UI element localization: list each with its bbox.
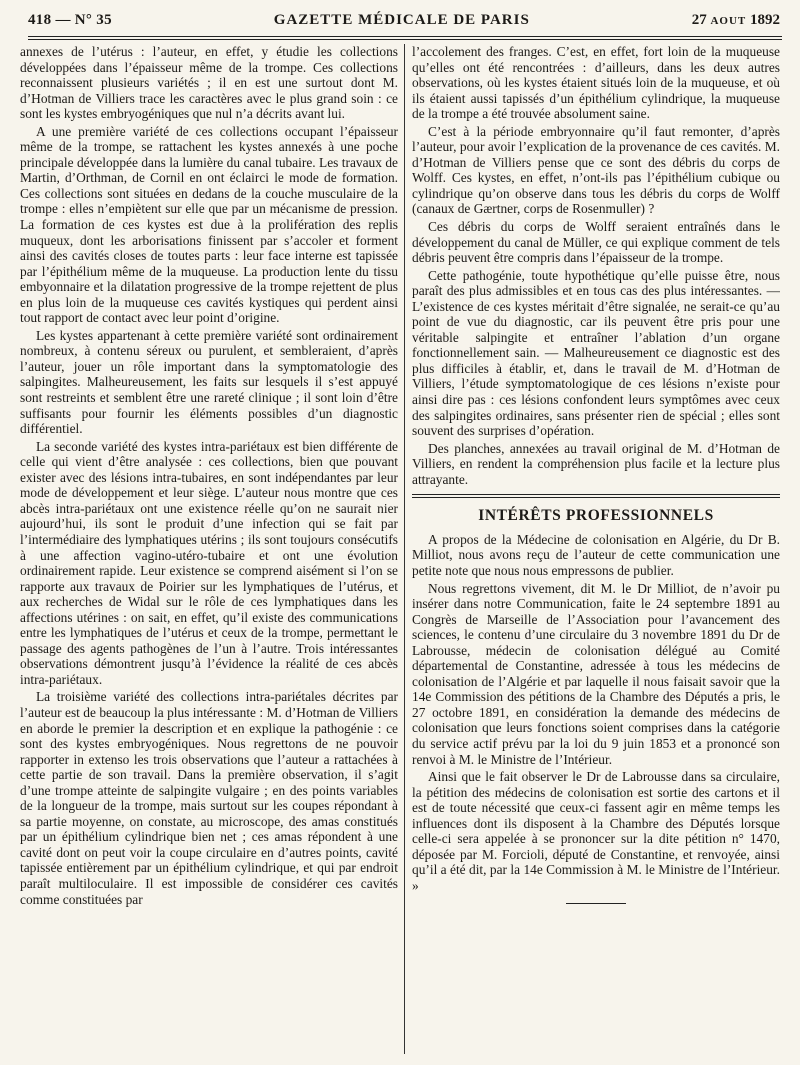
- paragraph: Nous regrettons vivement, dit M. le Dr Milliot, de n’avoir pu insérer dans notre Communication, faite le 24 septembre 1891 au Congrès de Marseille de l’Association pour l’avancement des sciences, le contenu d’une circulaire du 3 novembre 1891 du Dr de Labrousse, médecin de colonisation délégué au Comité départemental de Constantine, adressée à tous les médecins de colonisation de l’Algérie et par laquelle il nous faisait savoir que la 14e Commission des pétitions de la Chambre des Députés a pris, le 27 octobre 1891, en considération la demande des médecins de colonisation que leurs fonctions soient comprises dans la catégorie du service actif prévu par la loi du 9 juin 1853 et a prononcé son renvoi à M. le Ministre de l’Intérieur.: [412, 580, 780, 767]
- page-number: 418 — N° 35: [28, 12, 112, 28]
- paragraph: La troisième variété des collections intra-pariétales décrites par l’auteur est de beaucoup la plus intéressante : M. d’Hotman de Villiers en aborde le premier la description et en explique la pathogénie : ce sont des kystes embryogéniques. Nous regrettons de ne pouvoir rapporter in extenso les trois observations que l’auteur a rattachées à cette partie de son travail. Dans la première observation, il s’agit d’une trompe atteinte de salpingite vulgaire ; en des points variables de la longueur de la trompe, mais surtout sur les coupes répondant à sa partie moyenne, on constate, au microscope, des amas constitués par un épithélium cylindrique bien net ; ces amas répondent à une cavité dont on peut voir la coupe circulaire en d’autres points, cavité tapissée entièrement par un épithélium cylindrique, et qui par endroit paraît multiloculaire. Il est impossible de considérer ces cavités comme constituées par: [20, 689, 398, 907]
- journal-title: GAZETTE MÉDICALE DE PARIS: [273, 12, 530, 28]
- paragraph: A propos de la Médecine de colonisation en Algérie, du Dr B. Milliot, nous avons reçu de l’auteur de cette communication une petite note que nous nous empressons de publier.: [412, 531, 780, 578]
- right-column-article-continuation: [412, 44, 780, 487]
- issue-date: [692, 12, 780, 29]
- end-rule: [566, 903, 626, 904]
- paragraph: La seconde variété des kystes intra-pariétaux est bien différente de celle qui vient d’être analysée : ces collections, bien que pouvant exister avec des lésions intra-tubaires, en sont indépendantes par leur mode de développement et leur siège. L’auteur nous montre que ces abcès intra-pariétaux ont une existence réelle qu’on ne saurait nier aujourd’hui, ils sont le produit d’une infection qui se fait par l’intermédiaire des lymphatiques utérins ; ils sont toujours consécutifs à une affection vagino-utéro-tubaire et ont une évolution ordinairement rapide. Leur existence se comprend aisément si l’on se rapporte aux travaux de Poirier sur les lymphatiques de l’utérus, et aux recherches de Widal sur le rôle de ces lymphatiques dans les affections utérines : on sait, en effet, qu’il existe des communications entre les lymphatiques de l’utérus et ceux de la trompe, permettant le passage des agents pathogènes de l’un à l’autre. Trois intéressantes observations démontrent jusqu’à l’évidence la réalité de ces abcès intra-pariétaux.: [20, 438, 398, 687]
- paragraph: Des planches, annexées au travail original de M. d’Hotman de Villiers, en rendent la compréhension plus facile et la lecture plus attrayante.: [412, 440, 780, 487]
- paragraph: Ainsi que le fait observer le Dr de Labrousse dans sa circulaire, la pétition des médecins de colonisation est sortie des cartons et il est de toute nécessité que ceux-ci fassent agir en même temps les influences dont ils disposent à la Chambre des Députés lorsque celle-ci sera appelée à se prononcer sur la dite pétition n° 1470, déposée par M. Forcioli, député de Constantine, et renvoyée, ainsi qu’il a été dit, par la 14e Commission à M. le Ministre de l’Intérieur. »: [412, 769, 780, 893]
- section-separator: [412, 494, 780, 498]
- column-divider: [404, 44, 405, 1054]
- issue-date-year: 1892: [750, 12, 780, 28]
- header-rule: [28, 36, 782, 37]
- issue-date-month: AOUT: [710, 15, 747, 27]
- section-title: INTÉRÊTS PROFESSIONNELS: [478, 507, 714, 525]
- paragraph: C’est à la période embryonnaire qu’il faut remonter, d’après l’auteur, pour avoir l’explication de la provenance de ces cavités. M. d’Hotman de Villiers pense que ce sont des débris du corps de Wolff. Ces kystes, en effet, n’ont-ils pas l’épithélium cubique ou cylindrique qu’on observe dans tous les débris du corps de Wolff (canaux de Gærtner, corps de Rosenmuller) ?: [412, 123, 780, 217]
- right-column: [412, 44, 780, 1044]
- paragraph: Ces débris du corps de Wolff seraient entraînés dans le développement du canal de Müller, ce qui explique comment de tels débris peuvent être compris dans l’épaisseur de la trompe.: [412, 219, 780, 266]
- paragraph: A une première variété de ces collections occupant l’épaisseur même de la trompe, se rattachent les kystes annexés à une poche principale développée dans la lumière du canal tubaire. Les travaux de Martin, d’Orthman, de Cornil en ont éclairci le mode de formation. Ces collections sont situées en dedans de la couche musculaire de la trompe : elles n’empiètent sur elle que par un mécanisme de pression. La formation de ces kystes est due à la prolifération des replis muqueux, dont les arborisations finissent par s’accoler et forment ainsi des cavités closes de toutes parts : leur face interne est tapissée par l’épithélium même de la muqueuse. La production lente du tissu embyonnaire et la dilatation progressive de la trompe rejettent de plus en plus loin de la muqueuse ces cavités kystiques qui perdent ainsi tout rapport de contact avec leur point d’origine.: [20, 123, 398, 326]
- paragraph: l’accolement des franges. C’est, en effet, fort loin de la muqueuse qu’elles ont été rencontrées : d’ailleurs, dans les deux autres observations, où les kystes étaient situés loin de la muqueuse, et où ils étaient aussi tapissés d’un épithélium cylindrique, la muqueuse de la trompe a été trouvée absolument saine.: [412, 44, 780, 122]
- paragraph: Les kystes appartenant à cette première variété sont ordinairement nombreux, à contenu séreux ou purulent, et sembleraient, d’après l’auteur, jouer un rôle important dans la symptomatologie des salpingites. Malheureusement, les faits sur lesquels il s’est appuyé sont restreints et semblent être une rareté clinique ; il sont loin d’être suffisants pour fournir les éléments possibles d’un diagnostic différentiel.: [20, 327, 398, 437]
- issue-date-day: 27: [691, 12, 707, 28]
- paragraph: annexes de l’utérus : l’auteur, en effet, y étudie les collections développées dans l’épaisseur même de la trompe. Ces collections reconnaissent plusieurs variétés ; il en est une surtout dont M. d’Hotman de Villiers trace les caractères avec le plus grand soin : ce sont les kystes embryogéniques que nul n’a décrits avant lui.: [20, 44, 398, 122]
- paragraph: Cette pathogénie, toute hypothétique qu’elle puisse être, nous paraît des plus admissibles et en tous cas des plus intéressantes. — L’existence de ces kystes méritait d’être signalée, ne serait-ce qu’au point de vue du diagnostic, car ils peuvent être pris pour une véritable salpingite et entraîner l’ablation d’un organe fonctionnellement sain. — Malheureusement ce diagnostic est des plus difficiles à établir, et, dans le travail de M. d’Hotman de Villiers, l’étude symptomatologique de ces lésions n’existe pour ainsi dire pas : ces lésions confondent leurs symptômes avec ceux des salpingites ordinaires, sans présenter rien de spécial ; elles sont souvent des surprises d’opération.: [412, 267, 780, 439]
- header-rule-thin: [28, 39, 782, 40]
- running-head: [28, 12, 780, 34]
- left-column: [20, 44, 398, 1059]
- section-body: [412, 532, 780, 894]
